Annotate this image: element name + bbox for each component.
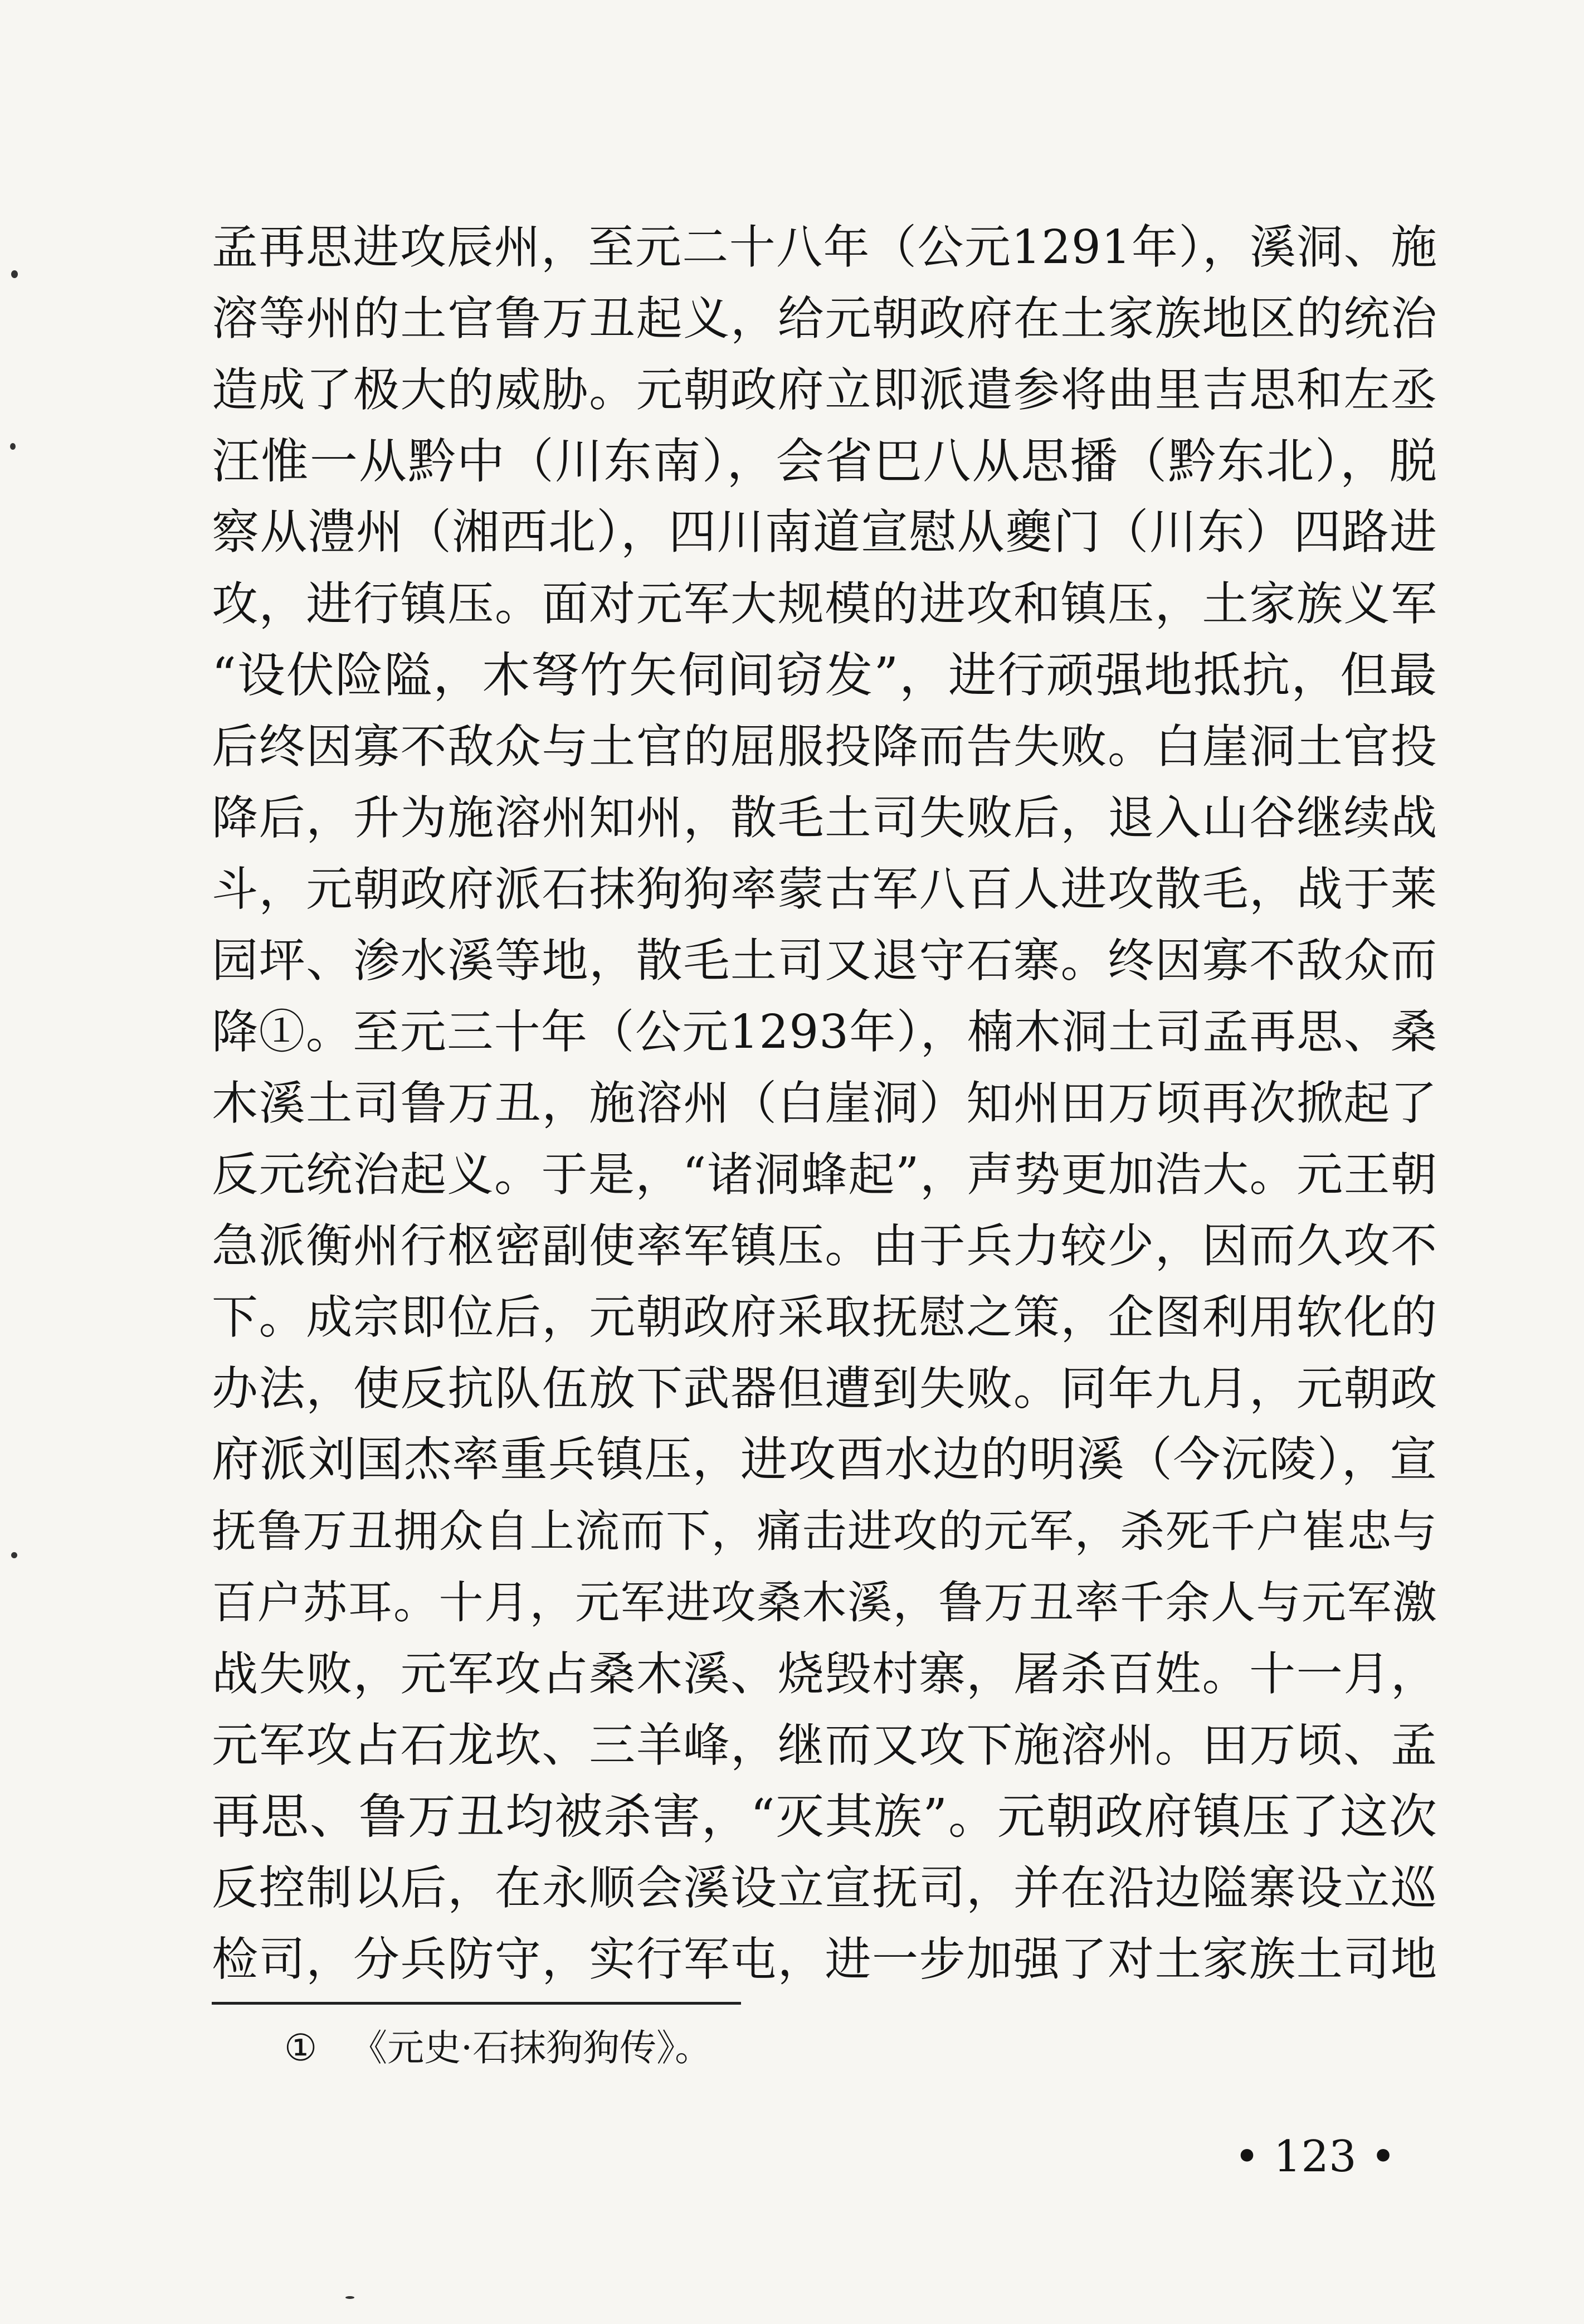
text-line: 反控制以后，在永顺会溪设立宣抚司，并在沿边隘寨设立巡: [212, 1861, 1437, 1915]
page-number: • 123 •: [1234, 2132, 1396, 2182]
scan-speck: [345, 2296, 354, 2299]
text-line: 检司，分兵防守，实行军屯，进一步加强了对土家族土司地: [212, 1932, 1437, 1986]
text-line: 后终因寡不敌众与土官的屈服投降而告失败。白崖洞土官投: [212, 719, 1437, 774]
text-line: 木溪土司鲁万丑，施溶州（白崖洞）知州田万顷再次掀起了: [212, 1076, 1437, 1130]
scan-speck: [11, 1552, 17, 1558]
footnote-text: 《元史·石抹狗狗传》。: [350, 2026, 712, 2069]
text-line: 降①。至元三十年（公元1293年），楠木洞土司孟再思、桑: [212, 1005, 1437, 1059]
text-line: 攻，进行镇压。面对元军大规模的进攻和镇压，土家族义军: [212, 577, 1437, 631]
text-line: 元军攻占石龙坎、三羊峰，继而又攻下施溶州。田万顷、孟: [212, 1718, 1437, 1772]
text-line: “设伏险隘，木弩竹矢伺间窃发”，进行顽强地抵抗，但最: [212, 648, 1437, 703]
text-line: 汪惟一从黔中（川东南），会省巴八从思播（黔东北），脱: [212, 434, 1437, 489]
text-line: 造成了极大的威胁。元朝政府立即派遣参将曲里吉思和左丞: [212, 363, 1437, 417]
footnote: [284, 2020, 711, 2076]
footnote-divider: [212, 2002, 741, 2005]
text-line: 再思、鲁万丑均被杀害，“灭其族”。元朝政府镇压了这次: [212, 1789, 1437, 1845]
text-line: 园坪、渗水溪等地，散毛土司又退守石寨。终因寡不敌众而: [212, 934, 1437, 988]
text-line: 百户苏耳。十月，元军进攻桑木溪，鲁万丑率千余人与元军激: [212, 1577, 1437, 1628]
footnote-mark: ①: [284, 2026, 318, 2069]
text-line: 急派衡州行枢密副使率军镇压。由于兵力较少，因而久攻不: [212, 1219, 1437, 1273]
text-line: 办法，使反抗队伍放下武器但遭到失败。同年九月，元朝政: [212, 1362, 1437, 1416]
text-line: 溶等州的土官鲁万丑起义，给元朝政府在土家族地区的统治: [212, 291, 1437, 346]
scan-speck: [10, 443, 16, 450]
body-text: [212, 212, 1437, 1995]
text-line: 抚鲁万丑拥众自上流而下，痛击进攻的元军，杀死千户崔忠与: [212, 1505, 1437, 1557]
text-line: 反元统治起义。于是，“诸洞蜂起”，声势更加浩大。元王朝: [212, 1148, 1437, 1202]
text-line: 府派刘国杰率重兵镇压，进攻酉水边的明溪（今沅陵），宣: [212, 1432, 1437, 1487]
text-line: 下。成宗即位后，元朝政府采取抚慰之策，企图利用软化的: [212, 1290, 1437, 1344]
scan-speck: [11, 270, 18, 278]
text-line: 孟再思进攻辰州，至元二十八年（公元1291年），溪洞、施: [212, 220, 1437, 274]
text-line: 斗，元朝政府派石抹狗狗率蒙古军八百人进攻散毛，战于莱: [212, 862, 1437, 916]
text-line: 战失败，元军攻占桑木溪、烧毁村寨，屠杀百姓。十一月，: [212, 1647, 1437, 1701]
text-line: 察从澧州（湘西北），四川南道宣慰从夔门（川东）四路进: [212, 505, 1437, 560]
text-line: 降后，升为施溶州知州，散毛土司失败后，退入山谷继续战: [212, 791, 1437, 845]
